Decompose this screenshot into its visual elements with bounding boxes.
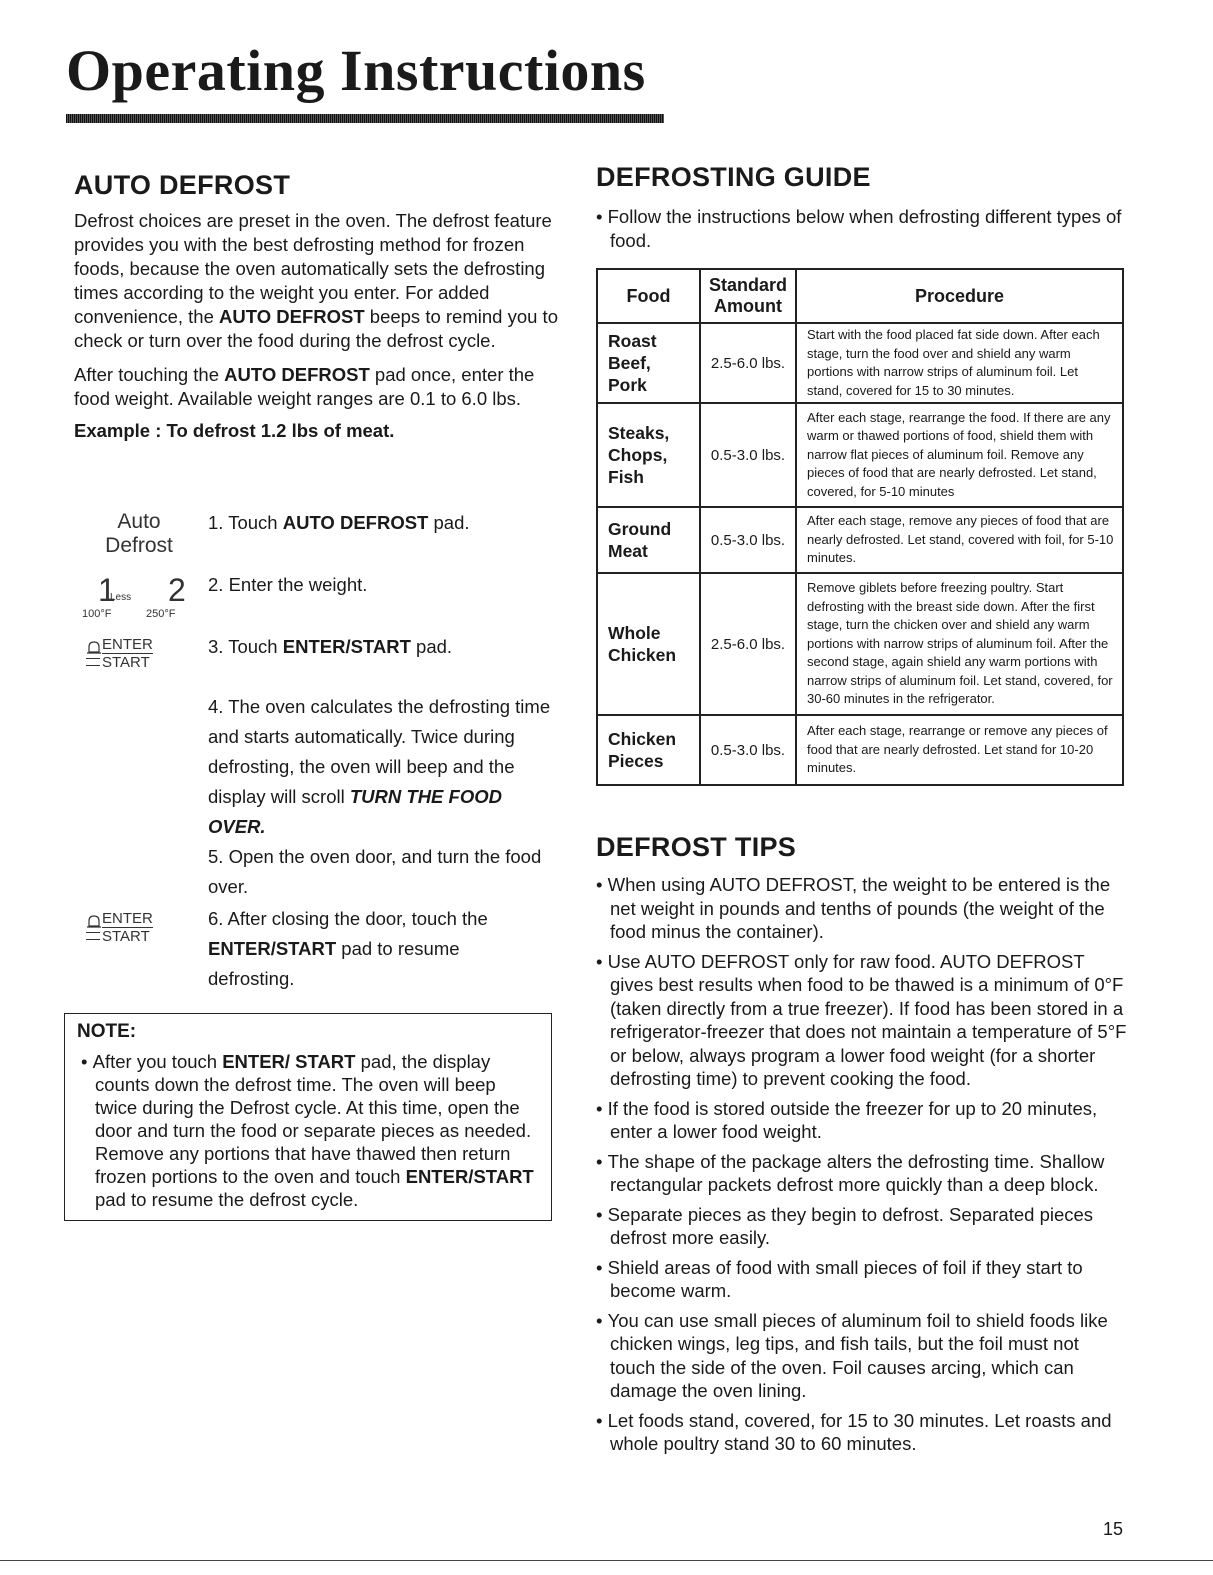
- note-text: After you touch: [92, 1051, 223, 1072]
- list-item: [596, 873, 1128, 944]
- step-4-text: 4. The oven calculates the defrosting time and starts automatically. Twice during defrosting, the oven will beep and the display will scroll: [208, 696, 551, 807]
- procedure-cell: Remove giblets before freezing poultry. Start defrosting with the breast side down. After the first stage, turn the chicken over and shield any warm portions with narrow strips of aluminum foil. After the second stage, again shield any warm portions with narrow strips of aluminum foil. Let stand, covered, for 30-60 minutes in the refrigerator.: [796, 573, 1123, 715]
- auto-key-label-1: Auto: [117, 510, 161, 533]
- bottom-rule: [0, 1560, 1213, 1561]
- table-row: [597, 573, 1123, 715]
- defrost-tips-section: [596, 832, 1128, 1462]
- auto-defrost-key-icon: [94, 510, 184, 558]
- amount-cell: 2.5-6.0 lbs.: [700, 323, 796, 403]
- table-row: [597, 323, 1123, 403]
- header-food: Food: [597, 269, 700, 323]
- temp-250-label: 250°F: [146, 608, 176, 620]
- food-cell: Ground Meat: [597, 507, 700, 573]
- bullet-icon: •: [596, 206, 608, 227]
- note-text-mid: pad, the display counts down the defrost time. The oven will beep twice during the Defrost cycle. At this time, open the door and turn the food or separate pieces as needed. Remove any portions that have thawed then return frozen portions to the oven and touch: [95, 1051, 532, 1187]
- food-cell: Roast Beef, Pork: [597, 323, 700, 403]
- tip-text: Let foods stand, covered, for 15 to 30 minutes. Let roasts and whole poultry stand 30 to 60 minutes.: [607, 1409, 1112, 1454]
- start-label: START: [102, 654, 150, 671]
- note-box: [64, 1013, 552, 1221]
- step-6-text: 6. After closing the door, touch the: [208, 908, 488, 929]
- step-1: [208, 508, 568, 538]
- auto-defrost-weight-info: [74, 363, 574, 411]
- step-1-bold: AUTO DEFROST: [282, 512, 429, 533]
- key-less-label: Less: [110, 592, 132, 603]
- amount-cell: 0.5-3.0 lbs.: [700, 715, 796, 785]
- food-cell: Chicken Pieces: [597, 715, 700, 785]
- steps-area: [74, 508, 574, 1008]
- number-keys-icon: [76, 572, 216, 624]
- tip-text: When using AUTO DEFROST, the weight to be entered is the net weight in pounds and tenths of pounds (the weight of the food minus the container).: [607, 874, 1111, 942]
- step-6-end: pad to resume defrosting.: [208, 938, 460, 989]
- list-item: [596, 950, 1128, 1091]
- step-1-text: 1. Touch: [208, 512, 283, 533]
- enter-lines: [86, 932, 100, 940]
- table-row: [597, 507, 1123, 573]
- bullet-icon: •: [596, 1309, 608, 1331]
- step-2: 2. Enter the weight.: [208, 574, 368, 595]
- weight-text-end: pad once, enter the food weight. Available weight ranges are 0.1 to 6.0 lbs.: [74, 364, 535, 409]
- enter-start-key-icon: [86, 636, 186, 678]
- bullet-icon: •: [596, 874, 608, 895]
- auto-defrost-intro: [74, 209, 574, 353]
- list-item: [596, 1409, 1128, 1456]
- amount-cell: 2.5-6.0 lbs.: [700, 573, 796, 715]
- procedure-cell: After each stage, rearrange or remove any pieces of food that are nearly defrosted. Let stand for 10-20 minutes.: [796, 715, 1123, 785]
- header-amount: Standard Amount: [700, 269, 796, 323]
- procedure-cell: Start with the food placed fat side down. After each stage, turn the food over and shield any warm portions with narrow strips of aluminum foil. Let stand, covered for 15 to 30 minutes.: [796, 323, 1123, 403]
- defrosting-guide-table: [596, 268, 1124, 786]
- example-line: Example : To defrost 1.2 lbs of meat.: [74, 420, 395, 441]
- start-label: START: [102, 928, 150, 945]
- list-item: [596, 1309, 1128, 1403]
- tip-text: You can use small pieces of aluminum foil to shield foods like chicken wings, leg tips, and fish tails, but the foil must not touch the side of the oven. Foil causes arcing, which can damage the oven lining.: [607, 1309, 1108, 1401]
- intro-text-end: beeps to remind you to check or turn over the food during the defrost cycle.: [74, 306, 558, 351]
- list-item: [596, 1150, 1128, 1197]
- defrosting-guide-heading: DEFROSTING GUIDE: [596, 162, 871, 192]
- bullet-icon: •: [596, 1409, 608, 1431]
- note-bold-2: ENTER/START: [405, 1166, 534, 1187]
- note-title: NOTE:: [77, 1021, 137, 1042]
- guide-intro-text: Follow the instructions below when defrosting different types of food.: [607, 206, 1122, 251]
- amount-cell: 0.5-3.0 lbs.: [700, 507, 796, 573]
- bullet-icon: •: [596, 950, 608, 972]
- enter-label: ENTER: [102, 636, 153, 653]
- tip-text: If the food is stored outside the freezer for up to 20 minutes, enter a lower food weight.: [607, 1097, 1098, 1142]
- intro-bold: AUTO DEFROST: [219, 306, 365, 327]
- tip-text: The shape of the package alters the defrosting time. Shallow rectangular packets defrost more quickly than a deep block.: [607, 1150, 1105, 1195]
- tip-text: Separate pieces as they begin to defrost. Separated pieces defrost more easily.: [607, 1203, 1094, 1248]
- note-body: [77, 1050, 541, 1211]
- step-4-bold: TURN THE FOOD OVER.: [208, 786, 502, 837]
- list-item: [596, 1203, 1128, 1250]
- note-text-end: pad to resume the defrost cycle.: [95, 1189, 359, 1210]
- auto-defrost-heading: AUTO DEFROST: [74, 170, 291, 200]
- bullet-icon: •: [596, 1097, 608, 1119]
- bullet-icon: •: [596, 1256, 608, 1278]
- guide-intro: [596, 205, 1126, 253]
- defrosting-guide-section: [596, 162, 1126, 253]
- bell-icon: [86, 640, 102, 656]
- bullet-icon: •: [596, 1150, 608, 1172]
- tip-text: Shield areas of food with small pieces of foil if they start to become warm.: [607, 1256, 1083, 1301]
- weight-bold: AUTO DEFROST: [224, 364, 370, 385]
- step-6-bold: ENTER/START: [208, 938, 337, 959]
- intro-text: Defrost choices are preset in the oven. The defrost feature provides you with the best defrosting method for frozen foods, because the oven automatically sets the defrosting times according to the weight you enter. For added convenience, the: [74, 210, 552, 327]
- key-2-digit: 2: [168, 572, 186, 608]
- step-5: 5. Open the oven door, and turn the food over.: [208, 846, 542, 897]
- step-3-text: 3. Touch: [208, 636, 283, 657]
- enter-start-key-icon-2: [86, 910, 186, 952]
- list-item: [596, 1256, 1128, 1303]
- header-procedure: Procedure: [796, 269, 1123, 323]
- bullet-icon: •: [81, 1051, 93, 1072]
- enter-lines: [86, 658, 100, 666]
- step-3: [208, 632, 568, 662]
- title-underline: [66, 114, 664, 123]
- tip-text: Use AUTO DEFROST only for raw food. AUTO DEFROST gives best results when food to be thawed is a minimum of 0°F (taken directly from a true freezer). If food has been stored in a refrigerator-freezer that does not maintain a temperature of 5°F or below, always program a lower food weight (for a shorter defrosting time) to prevent cooking the food.: [607, 950, 1127, 1089]
- tips-list: [596, 873, 1128, 1456]
- table-row: [597, 715, 1123, 785]
- procedure-cell: After each stage, remove any pieces of food that are nearly defrosted. Let stand, covered with foil, for 5-10 minutes.: [796, 507, 1123, 573]
- list-item: [596, 1097, 1128, 1144]
- bell-icon: [86, 914, 102, 930]
- page-number: 15: [1103, 1519, 1124, 1539]
- auto-key-label-2: Defrost: [105, 534, 173, 557]
- auto-defrost-section: [74, 170, 574, 443]
- food-cell: Whole Chicken: [597, 573, 700, 715]
- key-1-digit: 1: [98, 572, 116, 608]
- page-title: Operating Instructions: [66, 38, 646, 103]
- procedure-cell: After each stage, rearrange the food. If there are any warm or thawed portions of food, shield them with narrow flat pieces of aluminum foil. Remove any pieces of food that are nearly defrosted. Let stand, covered, for 5-10 minutes: [796, 403, 1123, 507]
- step-1-end: pad.: [428, 512, 470, 533]
- table-row: [597, 403, 1123, 507]
- step-4: [208, 692, 553, 842]
- note-bold-1: ENTER/ START: [222, 1051, 356, 1072]
- step-3-end: pad.: [410, 636, 453, 657]
- food-cell: Steaks, Chops, Fish: [597, 403, 700, 507]
- enter-label: ENTER: [102, 910, 153, 927]
- bullet-icon: •: [596, 1203, 608, 1225]
- amount-cell: 0.5-3.0 lbs.: [700, 403, 796, 507]
- step-3-bold: ENTER/START: [282, 636, 411, 657]
- defrost-tips-heading: DEFROST TIPS: [596, 832, 797, 862]
- step-6: [208, 904, 528, 994]
- table-header-row: [597, 269, 1123, 323]
- weight-text: After touching the: [74, 364, 225, 385]
- temp-100-label: 100°F: [82, 608, 112, 620]
